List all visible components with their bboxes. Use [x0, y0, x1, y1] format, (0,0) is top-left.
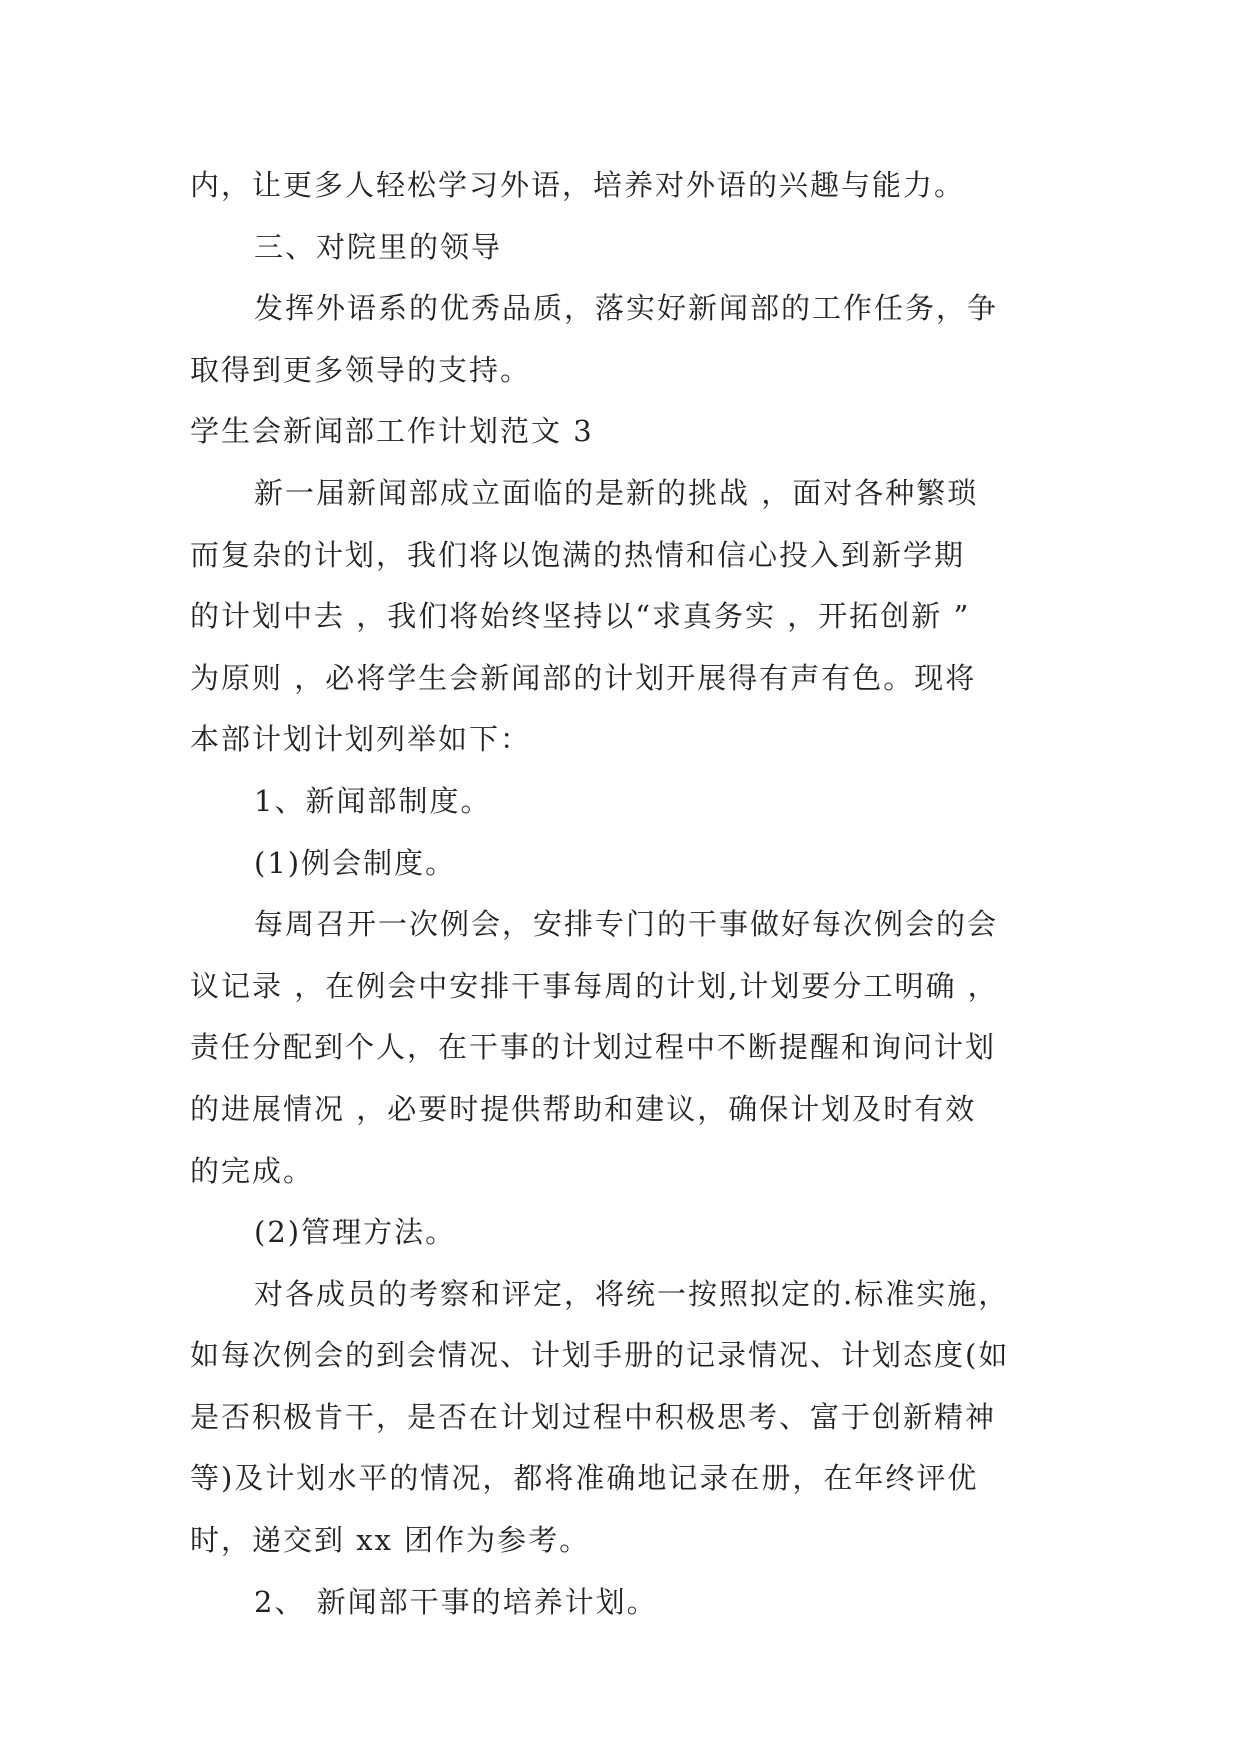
text-line: 而复杂的计划，我们将以饱满的热情和信心投入到新学期 [190, 537, 966, 572]
text-line: 的完成。 [190, 1153, 315, 1188]
section-heading: 2、 新闻部干事的培养计划。 [254, 1584, 658, 1619]
text-line: 每周召开一次例会，安排专门的干事做好每次例会的会 [254, 907, 999, 942]
text-line: 对各成员的考察和评定，将统一按照拟定的.标准实施， [254, 1276, 1010, 1311]
text-line: 时，递交到 xx 团作为参考。 [190, 1523, 591, 1558]
text-line: 等)及计划水平的情况，都将准确地记录在册，在年终评优 [190, 1461, 979, 1496]
section-heading: 1、新闻部制度。 [254, 783, 492, 818]
section-heading: 三、对院里的领导 [254, 229, 503, 264]
text-line: 责任分配到个人，在干事的计划过程中不断提醒和询问计划 [190, 1030, 997, 1065]
subsection-heading: (1)例会制度。 [254, 845, 457, 880]
text-line: 如每次例会的到会情况、计划手册的记录情况、计划态度(如 [190, 1338, 1010, 1373]
text-line: 的进展情况 ，必要时提供帮助和建议，确保计划及时有效 [190, 1091, 977, 1126]
text-line: 为原则 ，必将学生会新闻部的计划开展得有声有色。现将 [190, 660, 977, 695]
text-line: 议记录 ，在例会中安排干事每周的计划,计划要分工明确 ， [190, 968, 999, 1003]
text-line: 内，让更多人轻松学习外语，培养对外语的兴趣与能力。 [190, 168, 966, 202]
document-title: 学生会新闻部工作计划范文 3 [190, 414, 594, 449]
text-line: 发挥外语系的优秀品质，落实好新闻部的工作任务，争 [254, 291, 999, 326]
text-line: 的计划中去 ，我们将始终坚持以“求真务实 ，开拓创新 ” [190, 599, 971, 634]
text-line: 新一届新闻部成立面临的是新的挑战 ，面对各种繁琐 [254, 475, 979, 510]
document-body [190, 155, 1050, 1633]
text-line: 本部计划计划列举如下： [190, 722, 532, 757]
subsection-heading: (2)管理方法。 [254, 1215, 457, 1250]
text-line: 是否积极肯干，是否在计划过程中积极思考、富于创新精神 [190, 1399, 997, 1434]
text-line: 取得到更多领导的支持。 [190, 352, 532, 387]
